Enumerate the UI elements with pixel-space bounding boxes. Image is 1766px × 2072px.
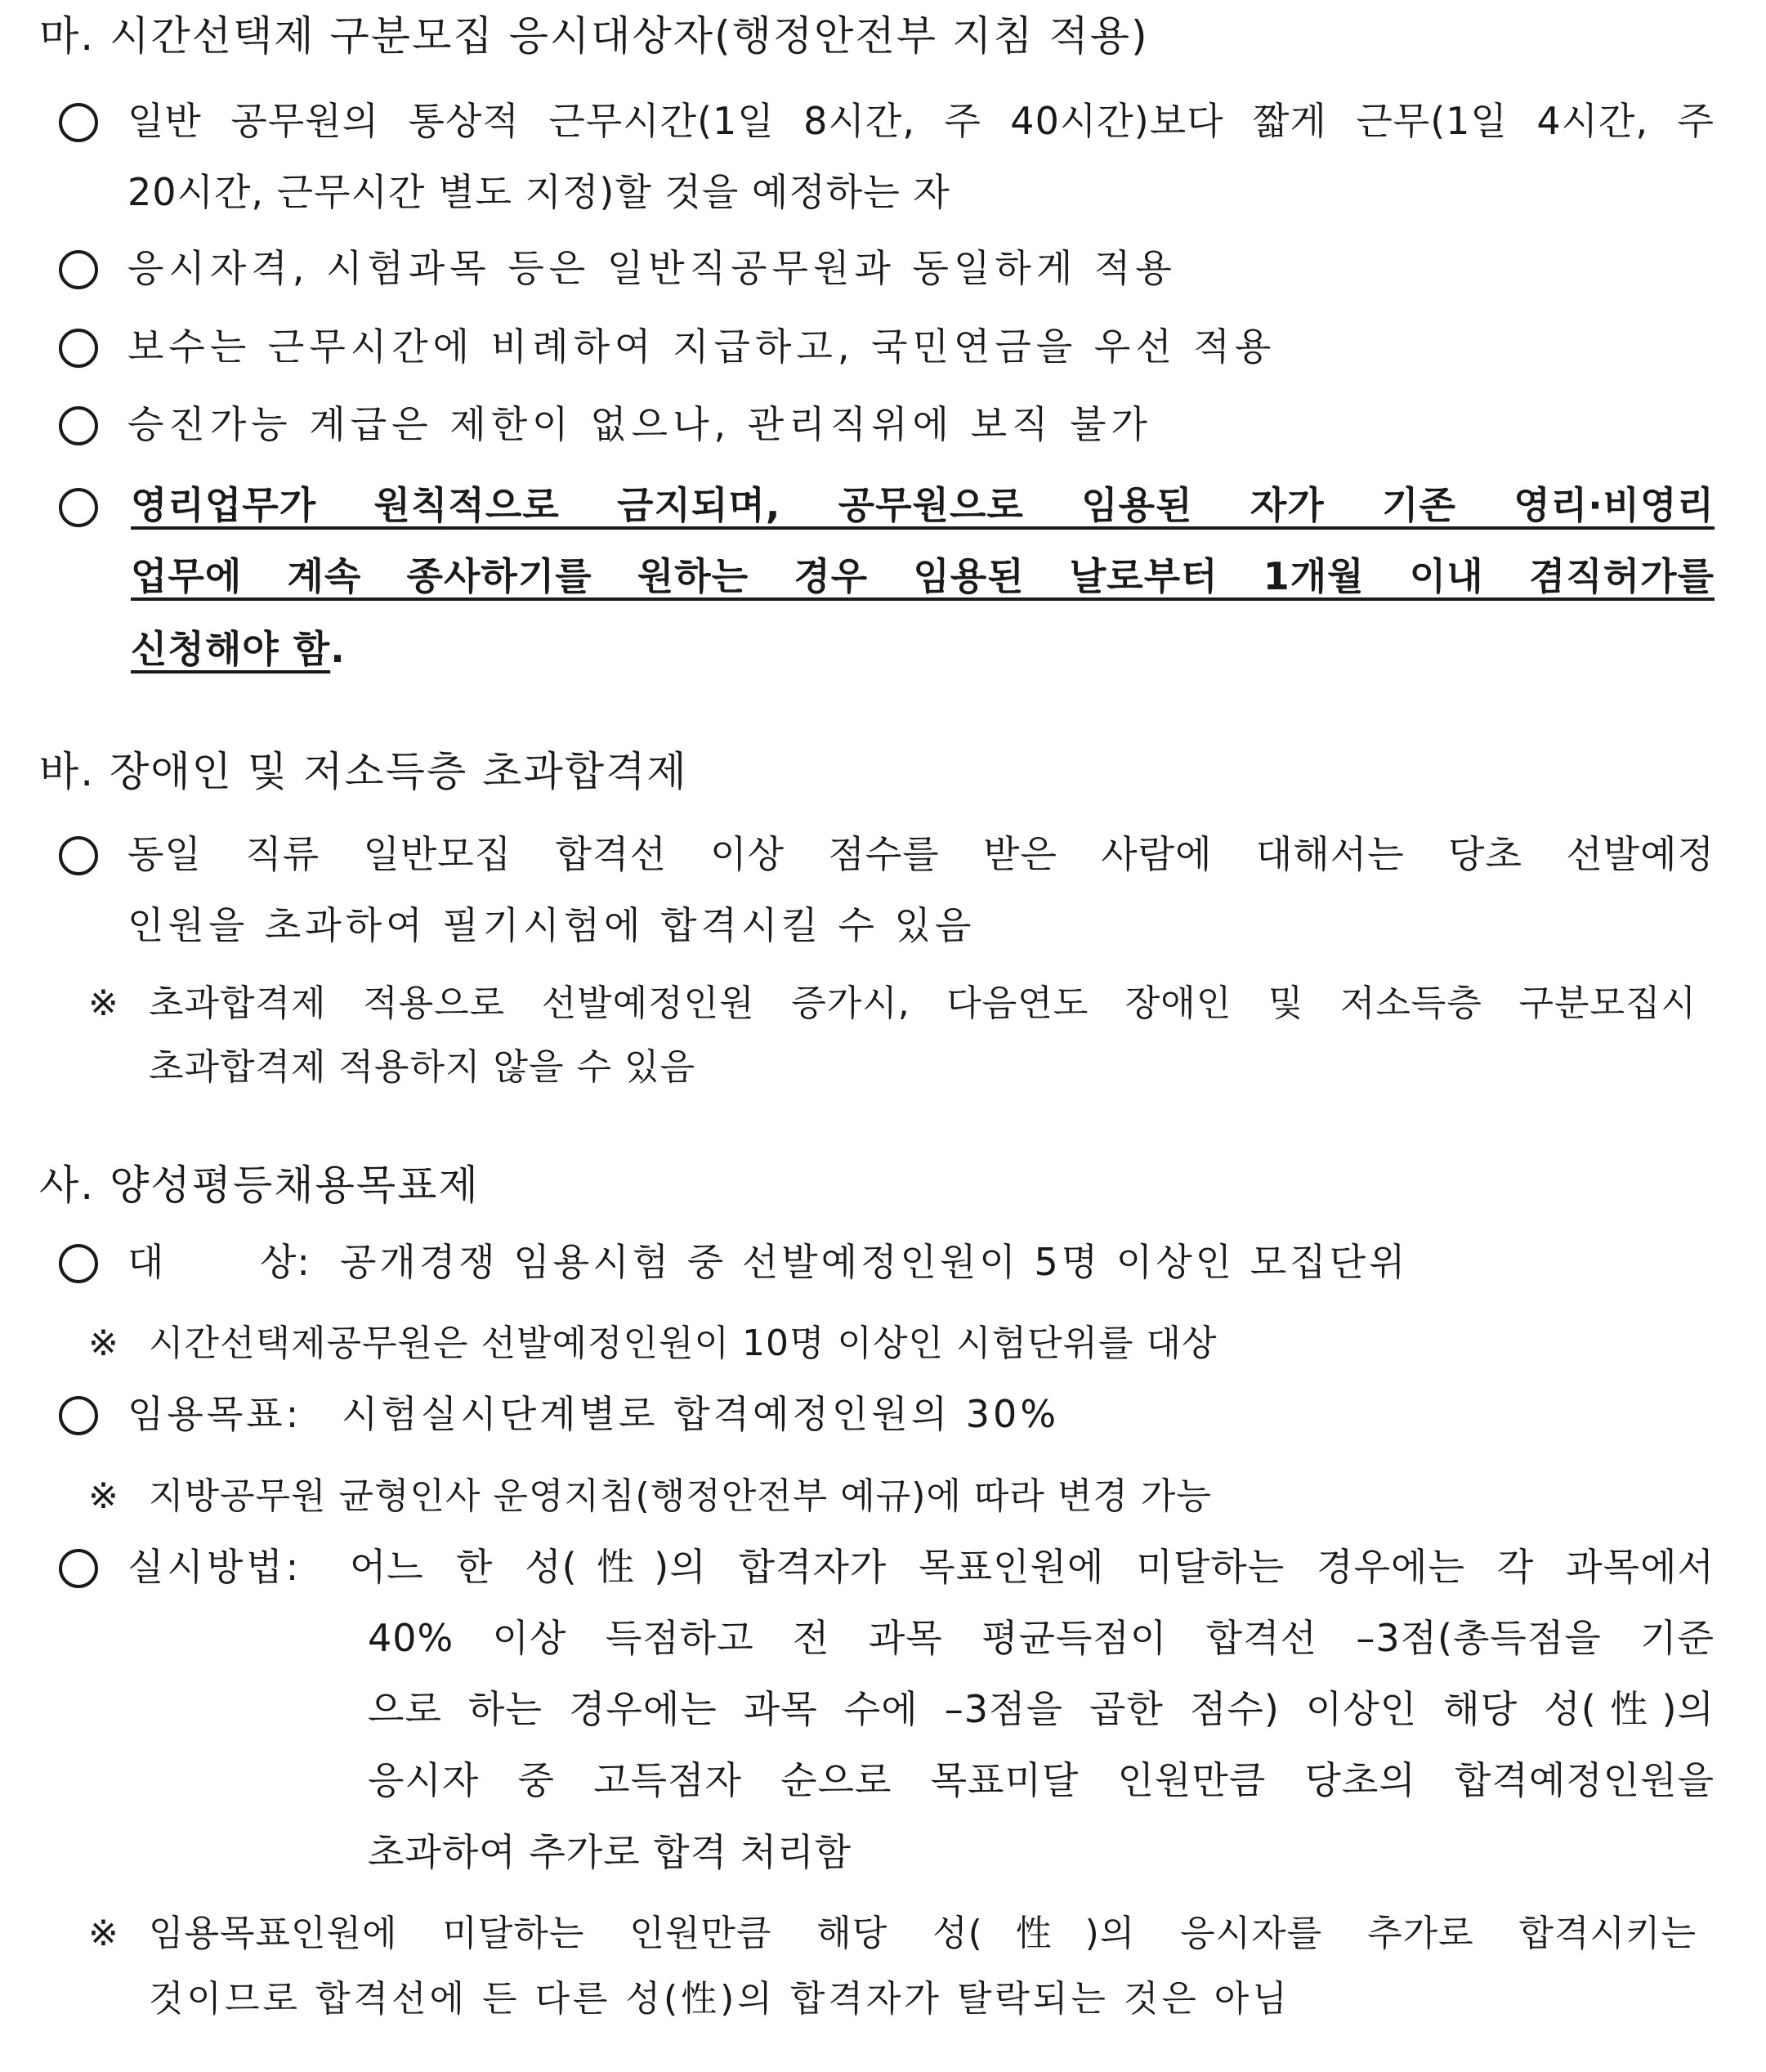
- goal-text: 시험실시단계별로 합격예정인원의 30%: [342, 1392, 1060, 1436]
- target-label-2: 상:: [260, 1240, 311, 1284]
- underlined-text: 업무에 계속 종사하기를 원하는 경우 임용된 날로부터 1개월 이내 겸직허가를: [131, 554, 1715, 598]
- section-heading-ba: 바. 장애인 및 저소득층 초과합격제: [39, 748, 688, 795]
- method-line: 응시자 중 고득점자 순으로 목표미달 인원만큼 당초의 합격예정인원을: [368, 1758, 1715, 1802]
- item-line: 보수는 근무시간에 비례하여 지급하고, 국민연금을 우선 적용: [127, 324, 1276, 369]
- underlined-line: [131, 481, 1715, 530]
- circle-bullet-icon: [59, 406, 98, 445]
- method-line: 으로 하는 경우에는 과목 수에 –3점을 곱한 점수) 이상인 해당 성(性)의: [368, 1687, 1715, 1731]
- item-line: 인원을 초과하여 필기시험에 합격시킬 수 있음: [127, 903, 976, 947]
- note-line: 시간선택제공무원은 선발예정인원이 10명 이상인 시험단위를 대상: [149, 1322, 1218, 1364]
- item-line: 승진가능 계급은 제한이 없으나, 관리직위에 보직 불가: [127, 402, 1152, 446]
- method-line: 어느 한 성(性)의 합격자가 목표인원에 미달하는 경우에는 각 과목에서: [350, 1545, 1715, 1589]
- note-line: 것이므로 합격선에 든 다른 성(性)의 합격자가 탈락되는 것은 아님: [149, 1978, 1290, 2020]
- item-line: 응시자격, 시험과목 등은 일반직공무원과 동일하게 적용: [127, 246, 1177, 290]
- circle-bullet-icon: [59, 329, 98, 368]
- method-line: 40% 이상 득점하고 전 과목 평균득점이 합격선 –3점(총득점을 기준: [368, 1616, 1715, 1660]
- note-line: 임용목표인원에 미달하는 인원만큼 해당 성(性)의 응시자를 추가로 합격시키는: [149, 1913, 1697, 1954]
- item-line: 동일 직류 일반모집 합격선 이상 점수를 받은 사람에 대해서는 당초 선발예정: [127, 832, 1715, 876]
- note-mark: ※: [88, 1322, 118, 1364]
- note-line: 지방공무원 균형인사 운영지침(행정안전부 예규)에 따라 변경 가능: [149, 1475, 1212, 1517]
- underlined-line: [131, 552, 1715, 601]
- circle-bullet-icon: [59, 488, 98, 527]
- circle-bullet-icon: [59, 250, 98, 289]
- underlined-text: 영리업무가 원칙적으로 금지되며, 공무원으로 임용된 자가 기존 영리·비영리: [131, 483, 1715, 527]
- note-mark: ※: [88, 1475, 118, 1517]
- goal-label: 임용목표:: [127, 1392, 302, 1436]
- note-line: 초과합격제 적용하지 않을 수 있음: [149, 1046, 695, 1088]
- circle-bullet-icon: [59, 103, 98, 142]
- item-line: 일반 공무원의 통상적 근무시간(1일 8시간, 주 40시간)보다 짧게 근무(1일 4시간, 주: [127, 99, 1715, 143]
- underlined-text: 신청해야 함: [131, 627, 331, 671]
- target-label: 대: [127, 1240, 165, 1284]
- target-text: 공개경쟁 임용시험 중 선발예정인원이 5명 이상인 모집단위: [340, 1240, 1409, 1284]
- note-mark: ※: [88, 982, 118, 1024]
- period: .: [330, 627, 346, 671]
- item-line: 20시간, 근무시간 별도 지정)할 것을 예정하는 자: [127, 170, 950, 214]
- method-label: 실시방법:: [127, 1545, 302, 1589]
- circle-bullet-icon: [59, 836, 98, 875]
- method-line: 초과하여 추가로 합격 처리함: [368, 1830, 852, 1874]
- circle-bullet-icon: [59, 1549, 98, 1588]
- underlined-line: [131, 624, 346, 674]
- section-heading-sa: 사. 양성평등채용목표제: [39, 1161, 480, 1209]
- circle-bullet-icon: [59, 1244, 98, 1283]
- note-mark: ※: [88, 1913, 118, 1954]
- note-line: 초과합격제 적용으로 선발예정인원 증가시, 다음연도 장애인 및 저소득층 구분모집시: [149, 982, 1697, 1024]
- circle-bullet-icon: [59, 1396, 98, 1435]
- section-heading-ma: 마. 시간선택제 구분모집 응시대상자(행정안전부 지침 적용): [39, 12, 1149, 60]
